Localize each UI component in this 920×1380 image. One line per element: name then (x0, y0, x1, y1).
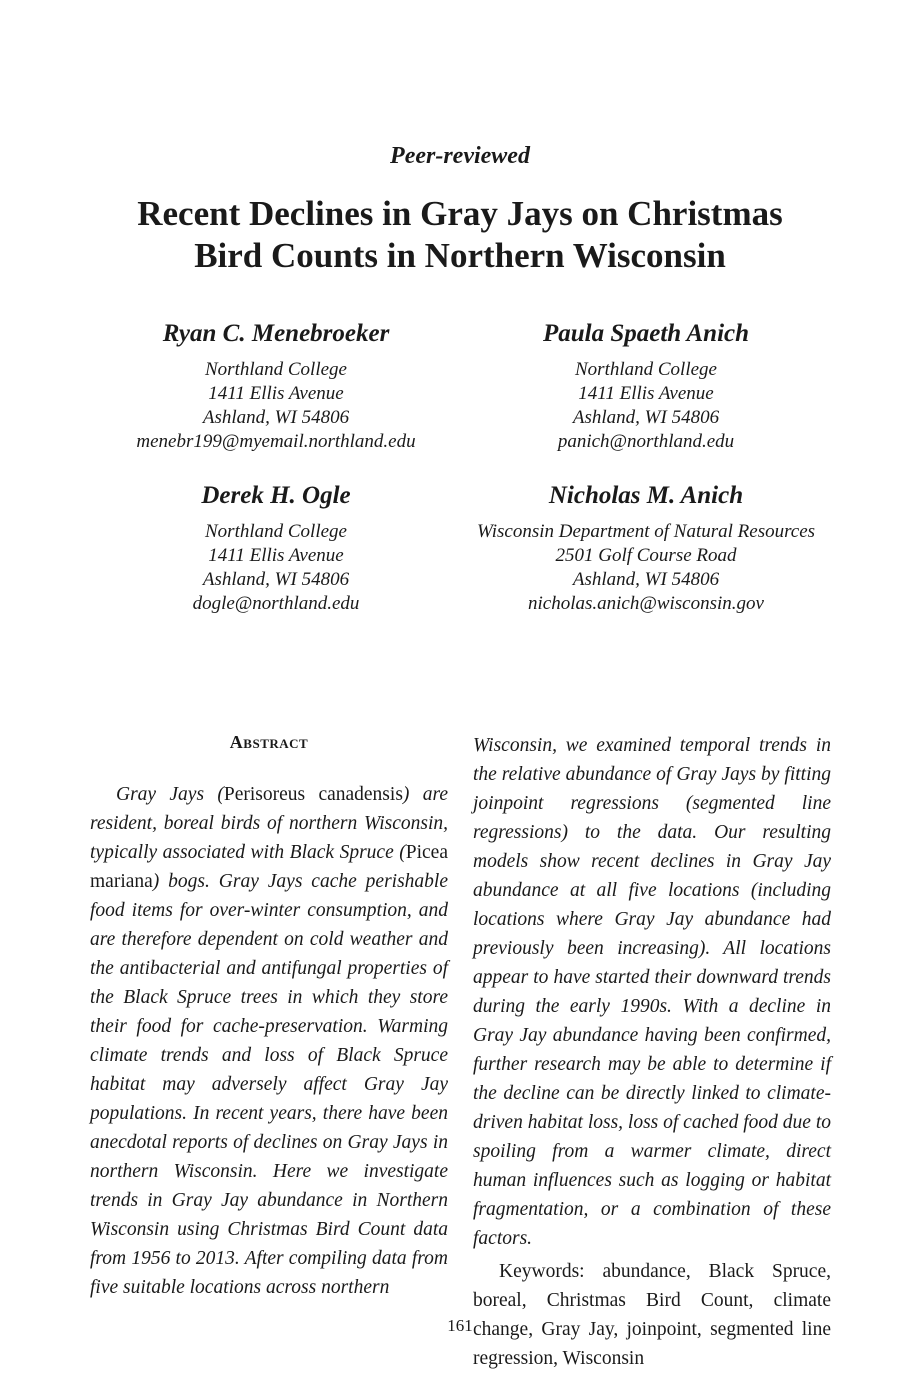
author-street: 1411 Ellis Avenue (578, 383, 714, 404)
scientific-name-gray-jay: Perisoreus canadensis (223, 784, 403, 805)
author-institution: Northland College (575, 359, 717, 380)
author-name: Paula Spaeth Anich (542, 320, 750, 347)
page-number: 161 (447, 1316, 473, 1335)
author-block-menebroeker (86, 319, 466, 454)
title-line-2: Bird Counts in Northern Wisconsin (194, 236, 726, 275)
title-line-1: Recent Declines in Gray Jays on Christmas (137, 194, 783, 233)
author-street: 2501 Golf Course Road (555, 545, 737, 566)
abstract-body-continued (473, 731, 831, 1253)
paper-title (60, 193, 860, 277)
peer-reviewed-label: Peer-reviewed (390, 143, 530, 169)
author-name: Ryan C. Menebroeker (162, 320, 390, 347)
author-email: dogle@northland.edu (192, 593, 360, 614)
author-institution: Northland College (205, 359, 347, 380)
abstract-column-left (90, 731, 448, 1306)
abstract-body (90, 780, 448, 1302)
author-street: 1411 Ellis Avenue (208, 383, 344, 404)
author-city: Ashland, WI 54806 (572, 407, 720, 428)
abstract-text-a: Gray Jays ( (116, 784, 224, 805)
author-email: nicholas.anich@wisconsin.gov (528, 593, 764, 614)
author-institution: Northland College (205, 521, 347, 542)
author-email: menebr199@myemail.northland.edu (136, 431, 416, 452)
abstract-text-c: ) bogs. Gray Jays cache perishable food items for over-winter consumption, and are therefore dependent on cold weather and the antibacterial and antifungal properties of the Black Spruce trees in which they store their food for cache-preservation. Warming climate trends and loss of Black Spruce habitat may adversely affect Gray Jay populations. In recent years, there have been anecdotal reports of declines on Gray Jays in northern Wisconsin. Here we investigate trends in Gray Jay abundance in Northern Wisconsin using Christmas Bird Count data from 1956 to 2013. After compiling data from five suitable locations across northern (90, 871, 448, 1298)
author-block-spaeth-anich (456, 319, 836, 454)
author-block-anich (456, 481, 836, 616)
author-institution: Wisconsin Department of Natural Resources (476, 521, 816, 542)
abstract-text-c-continued: Wisconsin, we examined temporal trends in the relative abundance of Gray Jays by fitting joinpoint regressions (segmented line regressions) to the data. Our resulting models show recent declines in Gray Jay abundance at all five locations (including locations where Gray Jay abundance had previously been increasing). All locations appear to have started their downward trends during the early 1990s. With a decline in Gray Jay abundance having been confirmed, further research may be able to determine if the decline can be directly linked to climate-driven habitat loss, loss of cached food due to spoiling from a warmer climate, direct human influences such as logging or habitat fragmentation, or a combination of these factors. (473, 735, 832, 1249)
keywords: Keywords: abundance, Black Spruce, boreal, Christmas Bird Count, climate change, Gray Jay, joinpoint, segmented line regression, Wisconsin (473, 1261, 831, 1369)
author-block-ogle (86, 481, 466, 616)
abstract-column-right (473, 731, 832, 1369)
abstract-heading: Abstract (229, 732, 309, 752)
author-name: Derek H. Ogle (201, 482, 351, 509)
author-street: 1411 Ellis Avenue (208, 545, 344, 566)
author-name: Nicholas M. Anich (548, 482, 744, 509)
author-email: panich@northland.edu (557, 431, 735, 452)
author-city: Ashland, WI 54806 (202, 569, 350, 590)
author-city: Ashland, WI 54806 (572, 569, 720, 590)
author-city: Ashland, WI 54806 (202, 407, 350, 428)
scientific-name-black-spruce: Picea mariana (90, 842, 448, 892)
abstract-text-b: ) are resident, boreal birds of northern Wisconsin, typically associated with Black Spruce ( (90, 784, 448, 863)
